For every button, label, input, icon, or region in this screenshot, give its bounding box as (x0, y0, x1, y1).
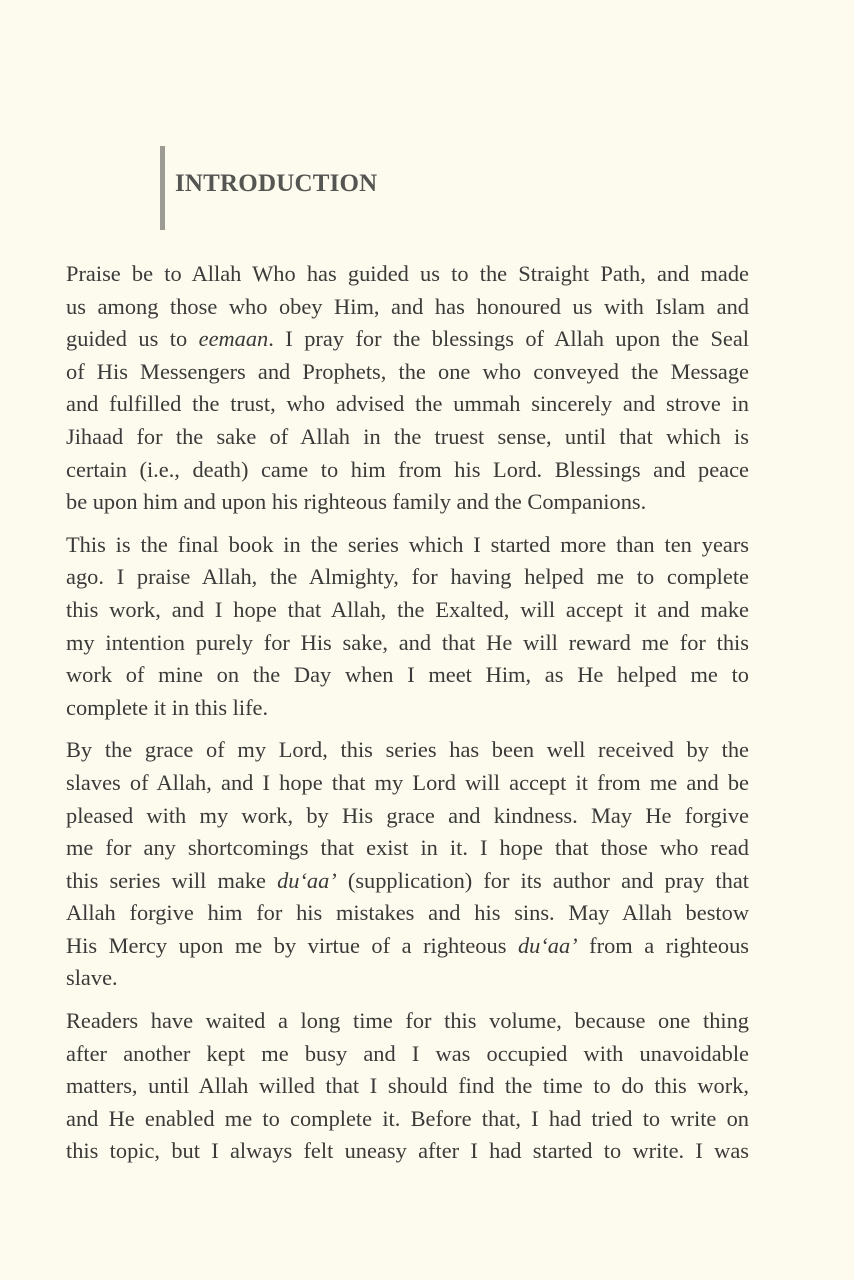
text-line: work of mine on the Day when I meet Him, as He helped me to (66, 662, 749, 688)
text-line: matters, until Allah willed that I should find the time to do this work, (66, 1073, 749, 1099)
paragraph (66, 1005, 749, 1168)
text-line: after another kept me busy and I was occupied with unavoidable (66, 1040, 749, 1066)
heading-block (160, 146, 377, 230)
text-line: us among those who obey Him, and has honoured us with Islam and (66, 293, 749, 319)
paragraph (66, 734, 749, 995)
text-line: this work, and I hope that Allah, the Exalted, will accept it and make (66, 596, 749, 622)
text-line: my intention purely for His sake, and that He will reward me for this (66, 629, 749, 655)
text-line: Readers have waited a long time for this volume, because one thing (66, 1008, 749, 1034)
text-line: this topic, but I always felt uneasy after I had started to write. I was (66, 1138, 749, 1164)
italic-term: eemaan (198, 326, 269, 352)
italic-term: du‘aa’ (277, 867, 337, 893)
text-line: slave. (66, 965, 118, 991)
text-line: pleased with my work, by His grace and kindness. May He forgive (66, 802, 749, 828)
paragraph (66, 529, 749, 725)
text-line: His Mercy upon me by virtue of a righteous du‘aa’ from a righteous (66, 932, 750, 958)
text-line: Jihaad for the sake of Allah in the truest sense, until that which is (66, 423, 749, 449)
text-line: Allah forgive him for his mistakes and his sins. May Allah bestow (66, 900, 749, 926)
text-line: This is the final book in the series which I started more than ten years (66, 531, 749, 557)
heading-accent-bar (160, 146, 165, 230)
text-line: complete it in this life. (66, 694, 269, 720)
text-line: certain (i.e., death) came to him from his Lord. Blessings and peace (66, 456, 749, 482)
text-line: and fulfilled the trust, who advised the ummah sincerely and strove in (66, 391, 749, 417)
text-line: me for any shortcomings that exist in it. I hope that those who read (66, 835, 749, 861)
text-line: of His Messengers and Prophets, the one who conveyed the Message (66, 358, 749, 384)
text-line: guided us to eemaan. I pray for the blessings of Allah upon the Seal (66, 326, 750, 352)
page-title: INTRODUCTION (175, 170, 378, 197)
text-line: slaves of Allah, and I hope that my Lord will accept it from me and be (66, 769, 749, 795)
italic-term: du‘aa’ (517, 932, 578, 958)
text-line: this series will make du‘aa’ (supplication) for its author and pray that (66, 867, 749, 893)
text-line: and He enabled me to complete it. Before that, I had tried to write on (66, 1105, 749, 1131)
text-line: Praise be to Allah Who has guided us to the Straight Path, and made (66, 261, 749, 286)
paragraph (66, 258, 749, 519)
text-line: ago. I praise Allah, the Almighty, for having helped me to complete (66, 564, 749, 590)
body-text (66, 258, 749, 1178)
text-line: be upon him and upon his righteous family and the Companions. (66, 489, 647, 515)
text-line: By the grace of my Lord, this series has been well received by the (66, 737, 749, 763)
